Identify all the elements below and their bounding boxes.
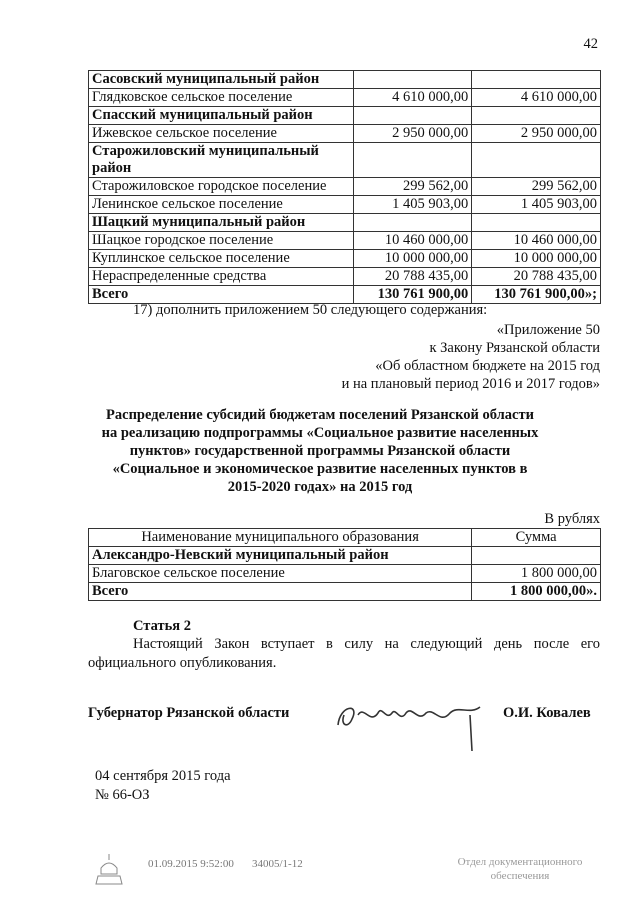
cell-b: [472, 107, 601, 125]
handwritten-signature: [330, 685, 500, 755]
signatory-name: О.И. Ковалев: [503, 705, 591, 721]
table-row: [89, 178, 601, 196]
header-name: Наименование муниципального образования: [89, 529, 472, 547]
cell-a: 4 610 000,00: [354, 89, 472, 107]
cell-a: 20 788 435,00: [354, 268, 472, 286]
table-row: [89, 89, 601, 107]
cell-b: [472, 214, 601, 232]
cell-name: Шацкий муниципальный район: [89, 214, 354, 232]
cell-b: 130 761 900,00»;: [472, 286, 601, 304]
footer-timestamp: 01.09.2015 9:52:00: [148, 858, 234, 870]
cell-a: 1 405 903,00: [354, 196, 472, 214]
table-header-row: [89, 529, 601, 547]
cell-b: [472, 143, 601, 178]
cell-name: Александро-Невский муниципальный район: [89, 547, 472, 565]
cell-name: Спасский муниципальный район: [89, 107, 354, 125]
footer-code: 34005/1-12: [252, 858, 303, 870]
cell-b: 10 000 000,00: [472, 250, 601, 268]
cell-a: 10 000 000,00: [354, 250, 472, 268]
footer-dept-line1: Отдел документационного: [457, 856, 583, 868]
cell-name: Куплинское сельское поселение: [89, 250, 354, 268]
cell-name: Благовское сельское поселение: [89, 565, 472, 583]
law-date: 04 сентября 2015 года: [95, 768, 231, 784]
cell-a: [354, 107, 472, 125]
coat-of-arms-emblem: [95, 852, 123, 886]
table-row: [89, 286, 601, 304]
cell-name: Ленинское сельское поселение: [89, 196, 354, 214]
cell-a: [354, 71, 472, 89]
cell-b: 4 610 000,00: [472, 89, 601, 107]
item-17-text: 17) дополнить приложением 50 следующего содержания:: [133, 302, 488, 318]
cell-b: 1 405 903,00: [472, 196, 601, 214]
units-label: В рублях: [544, 511, 600, 527]
table-row: [89, 107, 601, 125]
cell-name: Старожиловское городское поселение: [89, 178, 354, 196]
table-row: [89, 250, 601, 268]
title-line: на реализацию подпрограммы «Социальное развитие населенных: [101, 425, 539, 441]
cell-name: Глядковское сельское поселение: [89, 89, 354, 107]
article-heading: Статья 2: [133, 618, 191, 634]
cell-name: Всего: [89, 583, 472, 601]
document-title: [0, 406, 640, 496]
table-row: [89, 143, 601, 178]
signatory-position: Губернатор Рязанской области: [88, 705, 290, 721]
appendix-line: и на плановый период 2016 и 2017 годов»: [341, 376, 600, 392]
cell-a: 130 761 900,00: [354, 286, 472, 304]
appendix-line: «Приложение 50: [496, 322, 600, 338]
cell-b: [472, 71, 601, 89]
table-row: [89, 125, 601, 143]
title-line: пунктов» государственной программы Рязанской области: [129, 443, 511, 459]
cell-a: 2 950 000,00: [354, 125, 472, 143]
cell-a: 10 460 000,00: [354, 232, 472, 250]
cell-b: 2 950 000,00: [472, 125, 601, 143]
appendix-reference: [342, 321, 600, 393]
cell-name: Ижевское сельское поселение: [89, 125, 354, 143]
footer-department: [440, 855, 600, 883]
table-row: [89, 71, 601, 89]
cell-a: 299 562,00: [354, 178, 472, 196]
cell-name: Нераспределенные средства: [89, 268, 354, 286]
cell-name: Сасовский муниципальный район: [89, 71, 354, 89]
cell-name: Шацкое городское поселение: [89, 232, 354, 250]
article-text-line2: официального опубликования.: [88, 655, 277, 671]
title-line: Распределение субсидий бюджетам поселений Рязанской области: [106, 407, 534, 423]
table-row: [89, 268, 601, 286]
title-line: 2015-2020 годах» на 2015 год: [227, 479, 413, 495]
page-number: 42: [583, 36, 598, 52]
cell-name: Всего: [89, 286, 354, 304]
table-row: [89, 214, 601, 232]
cell-b: 10 460 000,00: [472, 232, 601, 250]
cell-a: [354, 214, 472, 232]
appendix-line: к Закону Рязанской области: [429, 340, 600, 356]
cell-v: 1 800 000,00: [472, 565, 601, 583]
table-row: [89, 196, 601, 214]
cell-a: [354, 143, 472, 178]
law-number: № 66-ОЗ: [95, 787, 150, 803]
cell-name: Старожиловский муниципальный район: [89, 143, 354, 178]
appendix-line: «Об областном бюджете на 2015 год: [375, 358, 600, 374]
title-line: «Социальное и экономическое развитие населенных пунктов в: [112, 461, 528, 477]
subsidies-table: [88, 528, 601, 601]
cell-b: 20 788 435,00: [472, 268, 601, 286]
article-text-line1: Настоящий Закон вступает в силу на следующий день после его: [133, 636, 600, 652]
subsidies-table-continued: [88, 70, 601, 304]
cell-v: [472, 547, 601, 565]
table-row: [89, 232, 601, 250]
footer-dept-line2: обеспечения: [490, 870, 550, 882]
header-sum: Сумма: [472, 529, 601, 547]
cell-v: 1 800 000,00».: [472, 583, 601, 601]
table-row: [89, 583, 601, 601]
table-row: [89, 565, 601, 583]
cell-b: 299 562,00: [472, 178, 601, 196]
table-row: [89, 547, 601, 565]
